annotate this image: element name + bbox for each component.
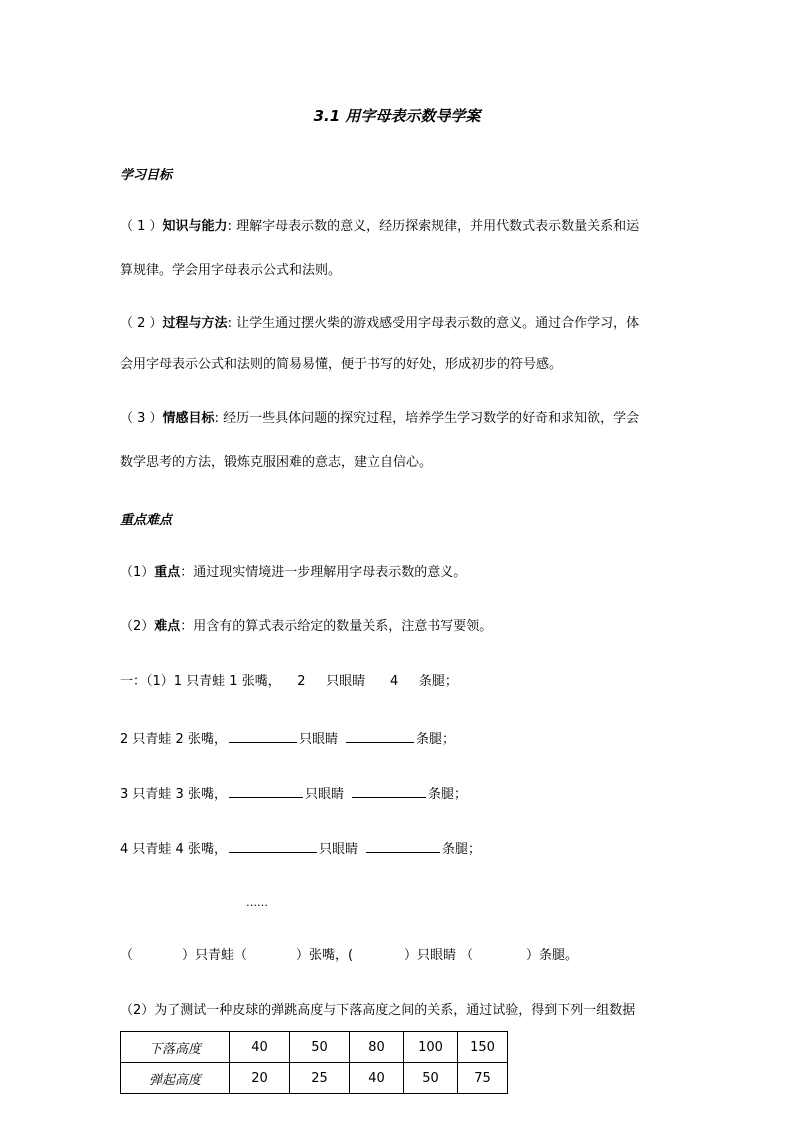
objective-3-text: : 经历一些具体问题的探究过程，培养学生学习数学的好奇和求知欲，学会 — [214, 411, 640, 426]
keypoint-1-prefix: （1） — [120, 565, 155, 580]
objective-2-line2: 会用字母表示公式和法则的简易易懂，便于书写的好处，形成初步的符号感。 — [120, 357, 563, 372]
table-cell: 100 — [404, 1032, 458, 1063]
table-row — [121, 1032, 508, 1063]
general-paren-5: ）条腿。 — [526, 948, 579, 963]
objective-1-prefix: （ 1 ） — [120, 219, 163, 234]
general-paren-4: ）只眼睛 （ — [404, 948, 474, 963]
exercise-2-text-b: 只眼睛 — [298, 732, 338, 747]
data-table — [120, 1031, 508, 1094]
exercise-3-text-a: 3 只青蛙 3 张嘴， — [120, 787, 227, 802]
table-cell: 20 — [230, 1063, 290, 1094]
table-cell: 25 — [290, 1063, 350, 1094]
objective-2-text: : 让学生通过摆火柴的游戏感受用字母表示数的意义。通过合作学习，体 — [227, 316, 640, 331]
table-cell: 50 — [290, 1032, 350, 1063]
keypoint-1-text: ：通过现实情境进一步理解用字母表示数的意义。 — [180, 565, 467, 580]
objective-3-line2: 数学思考的方法，锻炼克服困难的意志，建立自信心。 — [120, 455, 433, 470]
table-cell: 80 — [350, 1032, 404, 1063]
ellipsis: …… — [246, 896, 268, 909]
objective-1-label: 知识与能力 — [162, 219, 228, 234]
keypoint-2-text: ：用含有的算式表示给定的数量关系，注意书写要领。 — [180, 619, 493, 634]
answer-blank[interactable] — [229, 783, 303, 798]
objective-3-label: 情感目标 — [162, 411, 215, 426]
answer-blank[interactable] — [366, 838, 440, 853]
objective-1-line2: 算规律。学会用字母表示公式和法则。 — [120, 263, 342, 278]
exercise-line-1: 一：（1）1 只青蛙 1 张嘴， 2 只眼睛 4 条腿； — [120, 674, 458, 689]
answer-blank[interactable] — [229, 728, 297, 743]
keypoint-2-label: 难点 — [154, 619, 181, 634]
exercise-4-text-a: 4 只青蛙 4 张嘴， — [120, 842, 227, 857]
table-row — [121, 1063, 508, 1094]
exercise-3-text-b: 只眼睛 — [304, 787, 344, 802]
exercise-2-text-c: 条腿； — [415, 732, 455, 747]
exercise-4-text-b: 只眼睛 — [318, 842, 358, 857]
answer-blank[interactable] — [346, 728, 414, 743]
table-cell: 40 — [350, 1063, 404, 1094]
keypoint-2-prefix: （2） — [120, 619, 155, 634]
keypoint-2 — [120, 618, 492, 636]
objective-1-text: : 理解字母表示数的意义，经历探索规律，并用代数式表示数量关系和运 — [227, 219, 640, 234]
exercise-line-3 — [120, 783, 467, 804]
general-paren-1: （ — [120, 948, 134, 963]
exercise-line-4 — [120, 838, 481, 859]
table-cell: 150 — [458, 1032, 508, 1063]
exercise-part-2: （2）为了测试一种皮球的弹跳高度与下落高度之间的关系，通过试验，得到下列一组数据 — [120, 1003, 636, 1018]
keypoint-1-label: 重点 — [154, 565, 181, 580]
exercise-general-line — [120, 947, 578, 965]
objective-1-line1 — [120, 218, 639, 236]
exercise-2-text-a: 2 只青蛙 2 张嘴， — [120, 732, 227, 747]
page-title: 3.1 用字母表示数导学案 — [313, 107, 481, 125]
keypoints-heading: 重点难点 — [120, 513, 173, 528]
exercise-4-text-c: 条腿； — [441, 842, 481, 857]
exercise-line-2 — [120, 728, 455, 749]
objective-2-prefix: （ 2 ） — [120, 316, 163, 331]
keypoint-1 — [120, 564, 466, 582]
table-cell: 50 — [404, 1063, 458, 1094]
exercise-3-text-c: 条腿； — [427, 787, 467, 802]
objectives-heading: 学习目标 — [120, 168, 173, 183]
row-label-drop-height: 下落高度 — [121, 1032, 230, 1063]
answer-blank[interactable] — [352, 783, 426, 798]
table-cell: 40 — [230, 1032, 290, 1063]
general-paren-3: ）张嘴，( — [296, 948, 354, 963]
table-cell: 75 — [458, 1063, 508, 1094]
objective-3-line1 — [120, 410, 639, 428]
objective-2-line1 — [120, 315, 639, 333]
objective-2-label: 过程与方法 — [162, 316, 228, 331]
answer-blank[interactable] — [229, 838, 317, 853]
row-label-bounce-height: 弹起高度 — [121, 1063, 230, 1094]
general-paren-2: ）只青蛙（ — [182, 948, 248, 963]
objective-3-prefix: （ 3 ） — [120, 411, 163, 426]
